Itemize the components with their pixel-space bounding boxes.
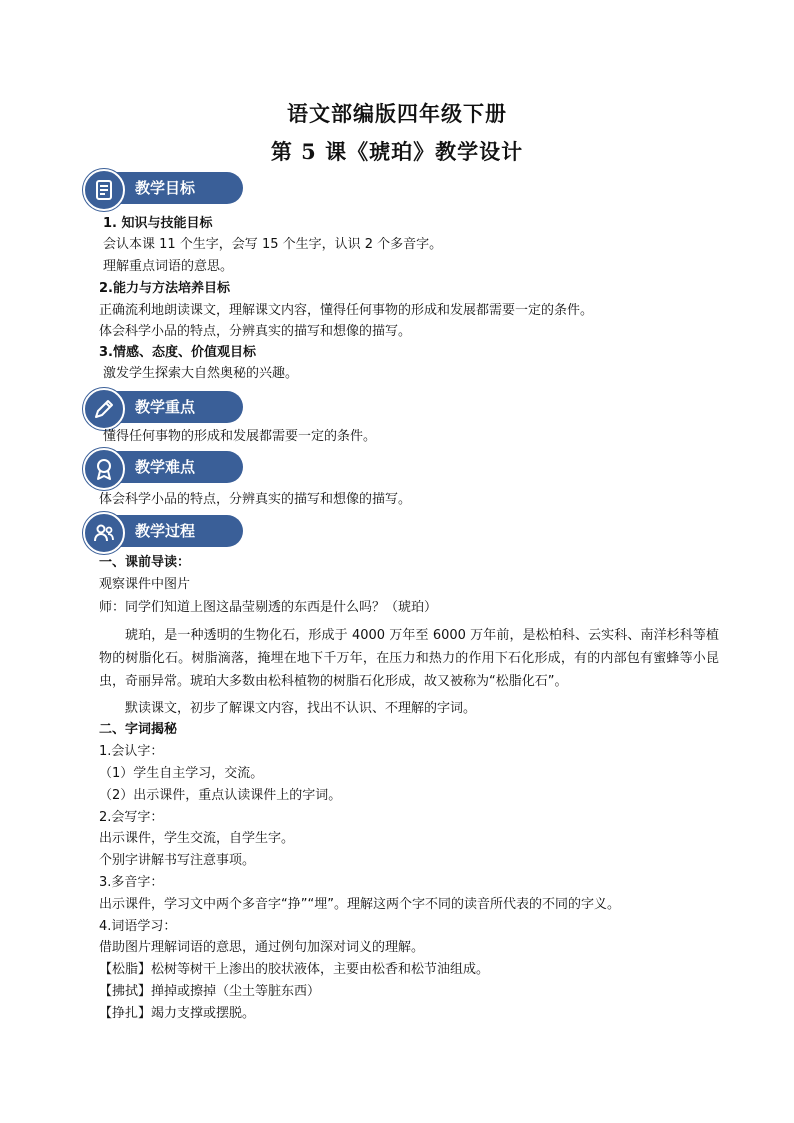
vocab-item: 【拂拭】掸掉或擦掉（尘土等脏东西） xyxy=(99,984,321,999)
process-subheading: 4.词语学习： xyxy=(99,919,177,934)
goal-line: 会认本课 11 个生字，会写 15 个生字，认识 2 个多音字。 xyxy=(103,237,443,252)
section-banner-goals xyxy=(83,169,243,207)
section-banner-difficult xyxy=(83,448,243,486)
checklist-icon xyxy=(83,169,125,211)
banner-label: 教学目标 xyxy=(135,179,196,197)
pencil-icon xyxy=(83,388,125,430)
section-banner-process xyxy=(83,512,243,550)
process-line: 借助图片理解词语的意思，通过例句加深对词义的理解。 xyxy=(99,940,425,955)
process-line: 个别字讲解书写注意事项。 xyxy=(99,853,256,868)
process-subheading: 2.会写字： xyxy=(99,810,164,825)
goal-line: 体会科学小品的特点，分辨真实的描写和想像的描写。 xyxy=(99,324,412,339)
process-subheading: 1.会认字： xyxy=(99,744,164,759)
goal-heading-2: 2.能力与方法培养目标 xyxy=(99,281,230,296)
section-banner-key xyxy=(83,388,243,426)
banner-label: 教学过程 xyxy=(135,522,196,540)
goal-line: 正确流利地朗读课文，理解课文内容，懂得任何事物的形成和发展都需要一定的条件。 xyxy=(99,303,594,318)
process-line: 观察课件中图片 xyxy=(99,577,191,592)
process-line: 师：同学们知道上图这晶莹剔透的东西是什么吗？（琥珀） xyxy=(99,600,438,615)
banner-label: 教学重点 xyxy=(135,398,196,416)
lesson-title: 第 5 课《琥珀》教学设计 xyxy=(270,139,524,164)
goal-line: 理解重点词语的意思。 xyxy=(103,259,234,274)
people-icon xyxy=(83,512,125,554)
process-line: 出示课件，学习文中两个多音字“挣”“埋”。理解这两个字不同的读音所代表的不同的字义。 xyxy=(99,897,620,912)
process-line: 出示课件，学生交流，自学生字。 xyxy=(99,831,295,846)
goal-heading-1: 1. 知识与技能目标 xyxy=(103,216,213,231)
vocab-item: 【松脂】松树等树干上渗出的胶状液体，主要由松香和松节油组成。 xyxy=(99,962,490,977)
difficult-point-text: 体会科学小品的特点，分辨真实的描写和想像的描写。 xyxy=(99,492,412,507)
goal-heading-3: 3.情感、态度、价值观目标 xyxy=(99,345,256,360)
process-subheading: 3.多音字： xyxy=(99,875,164,890)
document-title: 语文部编版四年级下册 xyxy=(287,101,507,126)
award-icon xyxy=(83,448,125,490)
process-heading-1: 一、课前导读： xyxy=(99,555,191,570)
goal-line: 激发学生探索大自然奥秘的兴趣。 xyxy=(103,366,299,381)
process-heading-2: 二、字词揭秘 xyxy=(99,722,178,737)
amber-intro-paragraph: 琥珀，是一种透明的生物化石，形成于 4000 万年至 6000 万年前，是松柏科、云实科、南洋杉科等植物的树脂化石。树脂滴落，掩埋在地下千万年，在压力和热力的作用下石化形成，有的内部包有蜜蜂等小昆虫，奇丽异常。琥珀大多数由松科植物的树脂石化形成，故又被称为“松脂化石”。 xyxy=(99,628,719,689)
process-line: （2）出示课件，重点认读课件上的字词。 xyxy=(99,788,342,803)
key-point-text: 懂得任何事物的形成和发展都需要一定的条件。 xyxy=(103,429,377,444)
process-line: （1）学生自主学习，交流。 xyxy=(99,766,264,781)
vocab-item: 【挣扎】竭力支撑或摆脱。 xyxy=(99,1006,256,1021)
banner-label: 教学难点 xyxy=(135,458,196,476)
process-line: 默读课文，初步了解课文内容，找出不认识、不理解的字词。 xyxy=(125,701,477,716)
